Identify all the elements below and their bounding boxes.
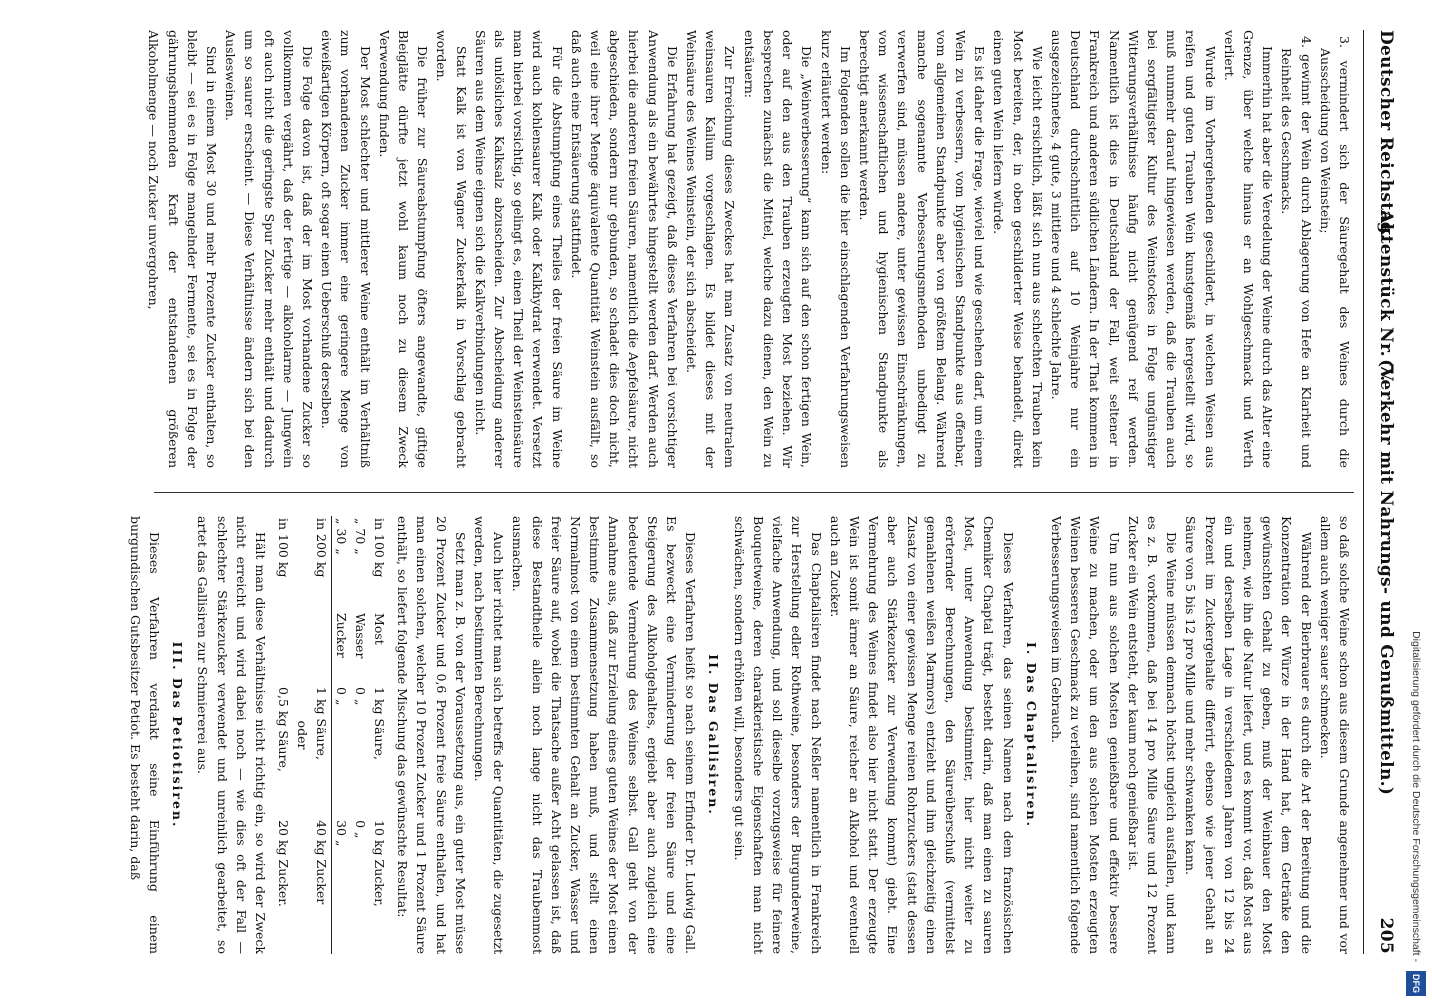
column-divider bbox=[154, 492, 1354, 493]
paragraph: 3. vermindert sich der Säuregehalt des Weines durch die Ausscheidung von Weinstein; bbox=[1317, 36, 1352, 468]
dfg-logo: DFG bbox=[1406, 971, 1426, 996]
calc-row bbox=[370, 516, 389, 954]
calc-cell bbox=[351, 818, 370, 954]
paragraph: Zur Erreichung dieses Zweckes hat man Zusatz von neutralem weinsauren Kalium vorgeschlagen. Es bildet dieses mit der Weinsäure des Weines Weinstein, der sich abscheidet. bbox=[684, 30, 738, 468]
calc-cell: in 100 kg bbox=[276, 518, 292, 578]
calc-cell bbox=[351, 516, 370, 611]
calc-cell: in 200 kg bbox=[312, 516, 332, 611]
paragraph: Die früher zur Säureabstumpfung öfters angewandte, giftige Bleiglätte dürfte jetzt wohl kaum noch zu diesem Zweck Verwendung finden. bbox=[376, 30, 431, 468]
paragraph: Der Most schlechter und mittlerer Weine enthält im Verhältniß zum vorhandenen Zucker immer eine geringere Menge von eiweißartigen Körpern, oft sogar einen Ueberschuß derselben. bbox=[319, 30, 373, 468]
paragraph: Es ist daher die Frage, wieviel und wie geschehen darf, um einem Wein zu verbessern, vom hygienischen Standpunkte aus offenbar, vom allgemeinen Standpunkte aber von größtem Belang. Während manche sogenannte Verbesserungsmethoden unbedingt zu verwerfen sind, müssen andere, unter gewissen Einschränkungen, vom wissenschaftlichen und hygienischen Standpunkte als berechtigt anerkannt werden. bbox=[856, 30, 988, 468]
page-number: 205 bbox=[1376, 917, 1396, 954]
calc-row bbox=[274, 516, 293, 954]
calc-value: 30 bbox=[334, 528, 350, 545]
paragraph: Das Chaptalisiren findet nach Neßler namentlich in Frankreich zur Herstellung edler Rothweine, besonders der Burgunderweine, vielfache Anwendung, und soll dieselbe vorzugsweise für feinere Bouquetweine, deren charakteristische Eigenschaften man nicht schwächen, sondern erhöhen will, besonders gut sein. bbox=[731, 516, 824, 954]
digitization-credit-strip bbox=[1406, 4, 1426, 996]
paragraph: Um nun aus solchen Mosten genießbare und effektiv bessere Weine zu machen, oder um den aus solchen Mosten erzeugten Weinen besseren Geschmack zu verleihen, sind namentlich folgende Verbesserungsweisen im Gebrauch. bbox=[1048, 516, 1122, 954]
calc-value: 30 bbox=[334, 820, 350, 836]
paragraph: Die Folge davon ist, daß der im Most vorhandene Zucker so vollkommen vergährt, daß der fertige — alkoholarme — Jungwein oft auch nicht die geringste Spur Zucker mehr enthält und dadurch um so saurer erscheint. — Diese Verhältnisse ändern sich bei den Auslesweinen. bbox=[223, 30, 316, 468]
calc-cell: Most bbox=[372, 613, 388, 645]
calc-cell bbox=[332, 818, 352, 954]
ditto-mark: „ bbox=[334, 518, 350, 525]
paragraph: Wurde im Vorhergehenden geschildert, in welchen Weisen aus reifen und guten Trauben Wein kunstgemäß hergestellt wird, so muß nunmehr darauf hingewiesen werden, daß die Trauben auch bei sorgfältigster Kultur des Weinstockes in Folge ungünstiger Witterungsverhältnisse häufig nicht genügend reif werden. Namentlich ist dies in Deutschland der Fall, weit seltener in Frankreich und anderen südlichen Ländern. In der That kommen in Deutschland durchschnittlich auf 10 Weinjahre nur ein ausgezeichnetes, 4 gute, 3 mittlere und 4 schlechte Jahre. bbox=[1048, 30, 1218, 468]
mixture-calculation-table bbox=[274, 516, 389, 954]
calc-cell: 40 kg Zucker bbox=[312, 818, 332, 954]
calc-or: oder bbox=[295, 720, 311, 750]
calc-value: 70 bbox=[353, 528, 369, 545]
calc-total-row bbox=[312, 516, 332, 954]
ditto-mark: „ bbox=[334, 548, 350, 555]
header-right bbox=[1376, 359, 1396, 954]
calc-cell: 0,5 kg Säure, bbox=[276, 687, 292, 772]
ditto-mark: „ bbox=[353, 698, 369, 706]
paragraph: Auch hier richtet man sich betreffs der Quantitäten, die zugesetzt werden, nach bestimmten Berechnungen. bbox=[472, 516, 507, 954]
calc-cell bbox=[332, 685, 352, 818]
paragraph: Hält man diese Verhältnisse nicht richtig ein, so wird der Zweck nicht erreicht und wird dabei noch — wie dies oft der Fall — schlechter Stärkezucker verwendet und unreinlich gearbeitet, so artet das Gallisiren zur Schmiererei aus. bbox=[195, 516, 269, 954]
calc-row bbox=[351, 516, 370, 954]
paragraph: Die Erfahrung hat gezeigt, daß dieses Verfahren bei vorsichtiger Anwendung als ein bewährtes hingestellt werden darf. Werden auch hierbei die anderen freien Säuren, namentlich die Aepfelsäure, nicht abgeschieden, sondern nur gebunden, so schadet dies doch nicht, weil eine ihrer Menge äquivalente Quantität Weinstein ausfällt, so daß auch eine Entsäuerung stattfindet. bbox=[568, 30, 680, 468]
calc-cell: 10 kg Zucker, bbox=[372, 820, 388, 907]
ditto-mark: „ bbox=[334, 698, 350, 706]
ditto-mark: „ bbox=[353, 832, 369, 839]
calc-value: 0 bbox=[353, 687, 369, 695]
paragraph: Dieses Verfahren verdankt seine Einführung einem burgundischen Gutsbesitzer Petiot. Es besteht darin, daß bbox=[127, 516, 163, 954]
paragraph: Im Folgenden sollen die hier einschlagenden Verfahrungsweisen kurz erläutert werden: bbox=[818, 30, 853, 468]
ditto-mark: „ bbox=[353, 518, 369, 525]
paragraph: Für die Abstumpfung eines Theiles der freien Säure im Weine wird auch kohlensaurer Kalk oder Kalkhydrat verwendet. Versetzt man hierbei vorsichtig, so gelingt es, einen Theil der Weinsteinsäure als unlösliches Kalksalz abzuscheiden. Zur Abscheidung anderer Säuren aus dem Weine eignen sich die Kalkverbindungen nicht. bbox=[472, 30, 565, 468]
calc-cell bbox=[312, 611, 332, 685]
calc-cell: 1 kg Säure, bbox=[372, 687, 388, 760]
paragraph: Während der Bierbrauer es durch die Art der Bereitung und die Konzentration der Würze in der Hand hat, dem Getränke den gewünschten Gehalt zu geben, muß der Weinbauer den Most nehmen, wie ihn die Natur liefert, und es kommt vor, daß Most aus ein und derselben Lage in verschiedenen Jahren von 12 bis 24 Prozent im Zuckergehalte differirt, ebenso wie jener Gehalt an Säure von 5 bis 12 pro Mille und mehr schwanken kann. bbox=[1183, 516, 1314, 954]
paragraph: 4. gewinnt der Wein durch Ablagerung von Hefe an Klarheit und Reinheit des Geschmacks. bbox=[1279, 36, 1314, 468]
digitization-credit-text: Digitalisierung gefördert durch die Deutsche Forschungsgemeinschaft - bbox=[1410, 631, 1422, 962]
section-heading: III. Das Petiotisiren. bbox=[170, 641, 186, 829]
paragraph: Setzt man z. B. von der Voraussetzung aus, ein guter Most müsse 20 Prozent Zucker und 0,6 Prozent freie Säure enthalten, und hat man einen solchen, welcher 10 Prozent Zucker und 1 Prozent Säure enthält, so liefert folgende Mischung das gewünschte Resultat: bbox=[395, 516, 468, 954]
right-column bbox=[124, 516, 1354, 954]
paragraph: Die „Weinverbesserung“ kann sich auf den schon fertigen Wein, oder auf den aus den Trauben erzeugten Most beziehen. Wir besprechen zunächst die Mittel, welche dazu dienen, den Wein zu entsäuern: bbox=[741, 30, 815, 468]
calc-cell: Zucker bbox=[334, 613, 350, 658]
section-heading: I. Das Chaptalisiren. bbox=[1023, 642, 1039, 828]
ditto-mark: „ bbox=[334, 839, 350, 847]
paragraph: Wie leicht ersichtlich, läßt sich nun aus schlechten Trauben kein Most bereiten, der, in oben geschilderter Weise behandelt, direkt einen guten Wein liefern würde. bbox=[991, 30, 1045, 468]
calc-row bbox=[332, 516, 352, 954]
section-heading: II. Das Gallisiren. bbox=[706, 654, 722, 816]
calc-value: 0 bbox=[353, 820, 369, 829]
digitization-credit bbox=[1406, 4, 1426, 996]
header-rule bbox=[1363, 30, 1364, 954]
calc-cell bbox=[332, 516, 352, 611]
calc-cell: 1 kg Säure, bbox=[312, 685, 332, 818]
header-publication: Deutscher Reichstag. bbox=[1376, 30, 1396, 241]
paragraph: so daß solche Weine schon aus diesem Grunde angenehmer und vor allem auch weniger sauer schmecken. bbox=[1317, 516, 1352, 954]
calc-value: 0 bbox=[334, 687, 350, 695]
header-document-number: Aktenstück Nr. 7. bbox=[1376, 210, 1396, 382]
paragraph: Statt Kalk ist von Wagner Zuckerkalk in Vorschlag gebracht worden. bbox=[434, 30, 469, 468]
calc-row bbox=[293, 516, 312, 954]
calc-cell: in 100 kg bbox=[372, 518, 388, 578]
left-column bbox=[124, 30, 1354, 468]
calc-cell: Wasser bbox=[353, 613, 369, 659]
calc-cell bbox=[274, 611, 293, 685]
paragraph: Dieses Verfahren heißt so nach seinem Erfinder Dr. Ludwig Gall. Es bezweckt eine Verminderung der freien Säure und eine Steigerung des Alkoholgehaltes, ergiebt aber auch zugleich eine bedeutende Vermehrung des Weines selbst. Gall geht von der Annahme aus, daß zur Erzielung eines guten Weines der Most einen bestimmte Zusammensetzung haben muß, und stellt einen Normalmost von einem bestimmten Gehalt an Zucker, Wasser und freier Säure auf, wobei die Thatsache außer Acht gelassen ist, daß diese Bestandtheile allein noch lange nicht das Traubenmost ausmachen. bbox=[510, 516, 699, 954]
paragraph: Sind in einem Most 30 und mehr Prozente Zucker enthalten, so bleibt — sei es in Folge mangelnder Fermente, sei es in Folge der gährungshemmenden Kraft der entstandenen größeren Alkoholmenge — noch Zucker unvergohren, bbox=[146, 30, 220, 468]
document-page bbox=[104, 30, 1404, 954]
paragraph: Dieses Verfahren, das seinen Namen nach dem französischen Chemiker Chaptal trägt, besteht darin, daß man einen zu sauren Most, unter Anwendung bestimmter, hier nicht weiter zu erörternder Berechnungen, den Säureüberschuß (vermittelst gemahlenen weißen Marmors) entzieht und ihm gleichzeitig einen Zusatz von einer gewissen Menge reinen Rohrzuckers (statt dessen aber auch Stärkezucker zur Verwendung kommt) giebt. Eine Vermehrung des Weines findet also hier nicht statt. Der erzeugte Wein ist somit ärmer an Säure, reicher an Alkohol und eventuell auch an Zucker. bbox=[827, 516, 1016, 954]
calc-cell bbox=[351, 685, 370, 818]
paragraph: Die Weine müssen demnach höchst ungleich ausfallen, und kann es z. B. vorkommen, daß bei 14 pro Mille Säure und 12 Prozent Zucker ein Wein entsteht, der kaum noch genießbar ist. bbox=[1125, 516, 1180, 954]
ditto-mark: „ bbox=[353, 548, 369, 555]
paragraph: Immerhin hat aber die Veredelung der Weine durch das Alter eine Grenze, über welche hinaus er an Wohlgeschmack und Werth verliert. bbox=[1221, 30, 1276, 468]
header-topic: (Verkehr mit Nahrungs- und Genußmitteln.) bbox=[1376, 359, 1396, 796]
page-header bbox=[1364, 30, 1404, 954]
calc-cell: 20 kg Zucker. bbox=[276, 820, 292, 907]
